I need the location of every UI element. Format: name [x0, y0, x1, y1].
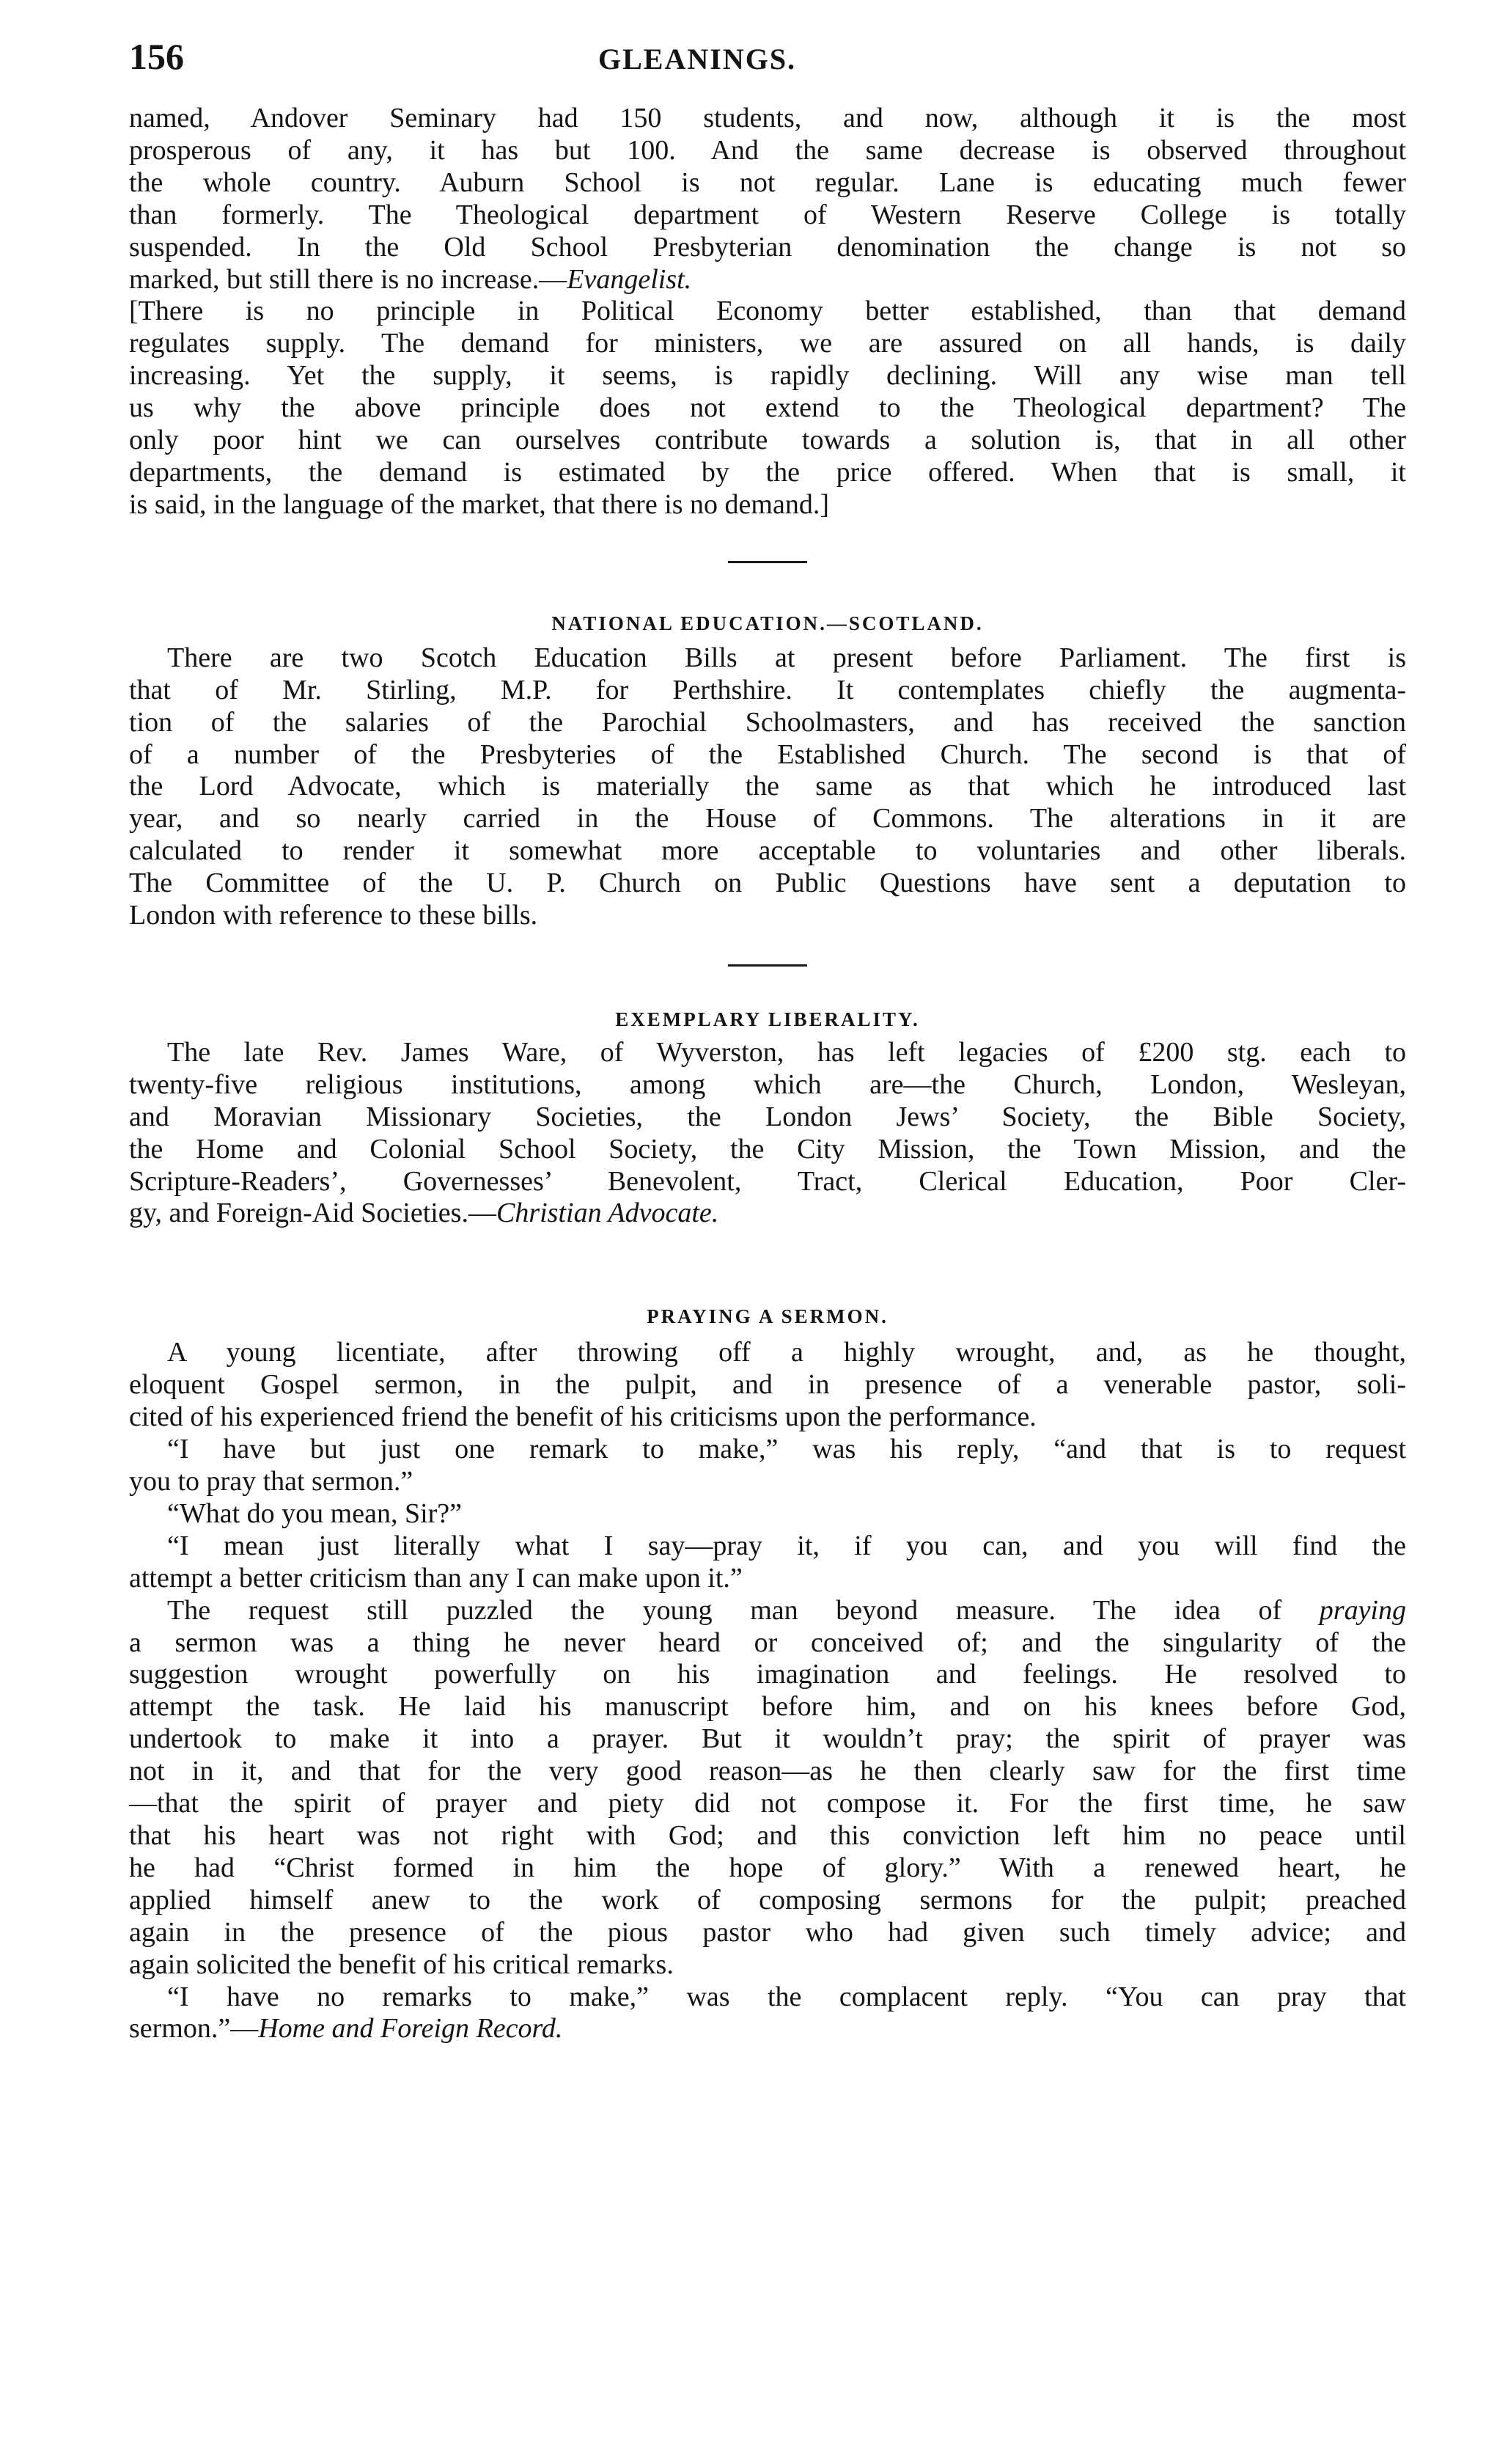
section-title: NATIONAL EDUCATION.—SCOTLAND.: [551, 612, 984, 634]
text-line: the whole country. Auburn School is not regular. Lane is educating much fewer: [129, 166, 1406, 198]
source-citation: Christian Advocate.: [496, 1198, 719, 1229]
source-citation: Evangelist.: [567, 263, 692, 295]
text-line: not in it, and that for the very good reason—as he then clearly saw for the first time: [129, 1756, 1406, 1787]
text-span: sermon.”—: [129, 2013, 259, 2045]
national-education-paragraph: [129, 642, 1406, 932]
text-line: The late Rev. James Ware, of Wyverston, has left legacies of £200 stg. each to: [167, 1036, 1406, 1068]
text-line: again solicited the benefit of his critical remarks.: [129, 1948, 674, 1980]
text-line: than formerly. The Theological department of Western Reserve College is totally: [129, 199, 1406, 230]
text-line: [129, 2013, 1406, 2045]
text-line: of a number of the Presbyteries of the Established Church. The second is that of: [129, 738, 1406, 770]
text-line: “I have no remarks to make,” was the complacent reply. “You can pray that: [167, 1981, 1406, 2012]
text-line: [129, 264, 1406, 296]
text-line: regulates supply. The demand for ministers, we are assured on all hands, is daily: [129, 328, 1406, 359]
text-line: suggestion wrought powerfully on his imagination and feelings. He resolved to: [129, 1659, 1406, 1690]
text-line: and Moravian Missionary Societies, the London Jews’ Society, the Bible Society,: [129, 1101, 1406, 1132]
text-line: —that the spirit of prayer and piety did not compose it. For the first time, he saw: [129, 1788, 1406, 1819]
source-citation: Home and Foreign Record.: [258, 2013, 563, 2045]
text-line: London with reference to these bills.: [129, 900, 538, 931]
text-line: only poor hint we can ourselves contribute towards a solution is, that in all other: [129, 425, 1406, 456]
text-line: “I mean just literally what I say—pray it, if you can, and you will find the: [167, 1530, 1406, 1561]
text-line: twenty-five religious institutions, among which are—the Church, London, Wesleyan,: [129, 1068, 1406, 1100]
text-line: A young licentiate, after throwing off a highly wrought, and, as he thought,: [167, 1337, 1406, 1368]
text-line: us why the above principle does not extend to the Theological department? The: [129, 392, 1406, 424]
text-line: is said, in the language of the market, that there is no demand.]: [129, 488, 829, 520]
text-line: prosperous of any, it has but 100. And the same decrease is observed throughout: [129, 134, 1406, 166]
text-line: [There is no principle in Political Economy better established, than that demand: [129, 296, 1406, 327]
text-line: that of Mr. Stirling, M.P. for Perthshire. It contemplates chiefly the augmenta-: [129, 674, 1406, 705]
text-line: undertook to make it into a prayer. But it wouldn’t pray; the spirit of prayer was: [129, 1723, 1406, 1755]
text-line: cited of his experienced friend the benefit of his criticisms upon the performance.: [129, 1401, 1037, 1433]
praying-sermon-story: [129, 1337, 1406, 2045]
emphasis-word: praying: [1319, 1594, 1406, 1626]
text-span: The request still puzzled the young man beyond measure. The idea of: [167, 1594, 1320, 1626]
text-line: departments, the demand is estimated by the price offered. When that is small, it: [129, 456, 1406, 488]
section-divider: [728, 561, 807, 563]
text-line: [129, 1595, 1406, 1627]
text-line: increasing. Yet the supply, it seems, is rapidly declining. Will any wise man tell: [129, 360, 1406, 392]
text-line: Scripture-Readers’, Governesses’ Benevolent, Tract, Clerical Education, Poor Cler-: [129, 1165, 1406, 1197]
text-line: that his heart was not right with God; and this conviction left him no peace until: [129, 1819, 1406, 1851]
text-line: attempt the task. He laid his manuscript before him, and on his knees before God,: [129, 1691, 1406, 1723]
section-title: PRAYING A SERMON.: [647, 1305, 889, 1328]
text-line: eloquent Gospel sermon, in the pulpit, and in presence of a venerable pastor, soli-: [129, 1369, 1406, 1401]
text-line: applied himself anew to the work of composing sermons for the pulpit; preached: [129, 1884, 1406, 1915]
text-span: marked, but still there is no increase.—: [129, 263, 567, 295]
exemplary-liberality-paragraph: [129, 1037, 1406, 1230]
text-line: attempt a better criticism than any I can make upon it.”: [129, 1562, 743, 1594]
text-span: gy, and Foreign-Aid Societies.—: [129, 1198, 496, 1229]
text-line: There are two Scotch Education Bills at present before Parliament. The first is: [167, 642, 1406, 673]
text-line: he had “Christ formed in him the hope of glory.” With a renewed heart, he: [129, 1852, 1406, 1883]
text-line: tion of the salaries of the Parochial Schoolmasters, and has received the sanction: [129, 706, 1406, 738]
text-line: suspended. In the Old School Presbyterian denomination the change is not so: [129, 231, 1406, 263]
intro-paragraph: [129, 103, 1406, 296]
text-line: you to pray that sermon.”: [129, 1466, 413, 1497]
text-line: again in the presence of the pious pastor who had given such timely advice; and: [129, 1916, 1406, 1948]
text-line: “I have but just one remark to make,” was his reply, “and that is to request: [167, 1434, 1406, 1465]
page-number: 156: [129, 36, 184, 77]
body-column: [129, 103, 1406, 2045]
text-line: “What do you mean, Sir?”: [167, 1497, 463, 1529]
text-line: a sermon was a thing he never heard or conceived of; and the singularity of the: [129, 1627, 1406, 1658]
page-header: [129, 35, 1438, 100]
section-divider: [728, 964, 807, 967]
editorial-note: [129, 296, 1406, 521]
text-line: the Lord Advocate, which is materially the same as that which he introduced last: [129, 771, 1406, 802]
text-line: [129, 1198, 1406, 1230]
section-title: EXEMPLARY LIBERALITY.: [615, 1008, 920, 1030]
text-line: named, Andover Seminary had 150 students, and now, although it is the most: [129, 103, 1406, 133]
text-line: year, and so nearly carried in the House of Commons. The alterations in it are: [129, 803, 1406, 835]
text-line: the Home and Colonial School Society, the City Mission, the Town Mission, and the: [129, 1133, 1406, 1165]
text-line: calculated to render it somewhat more acceptable to voluntaries and other liberals.: [129, 835, 1406, 867]
running-head: GLEANINGS.: [598, 43, 797, 76]
text-line: The Committee of the U. P. Church on Public Questions have sent a deputation to: [129, 868, 1406, 899]
